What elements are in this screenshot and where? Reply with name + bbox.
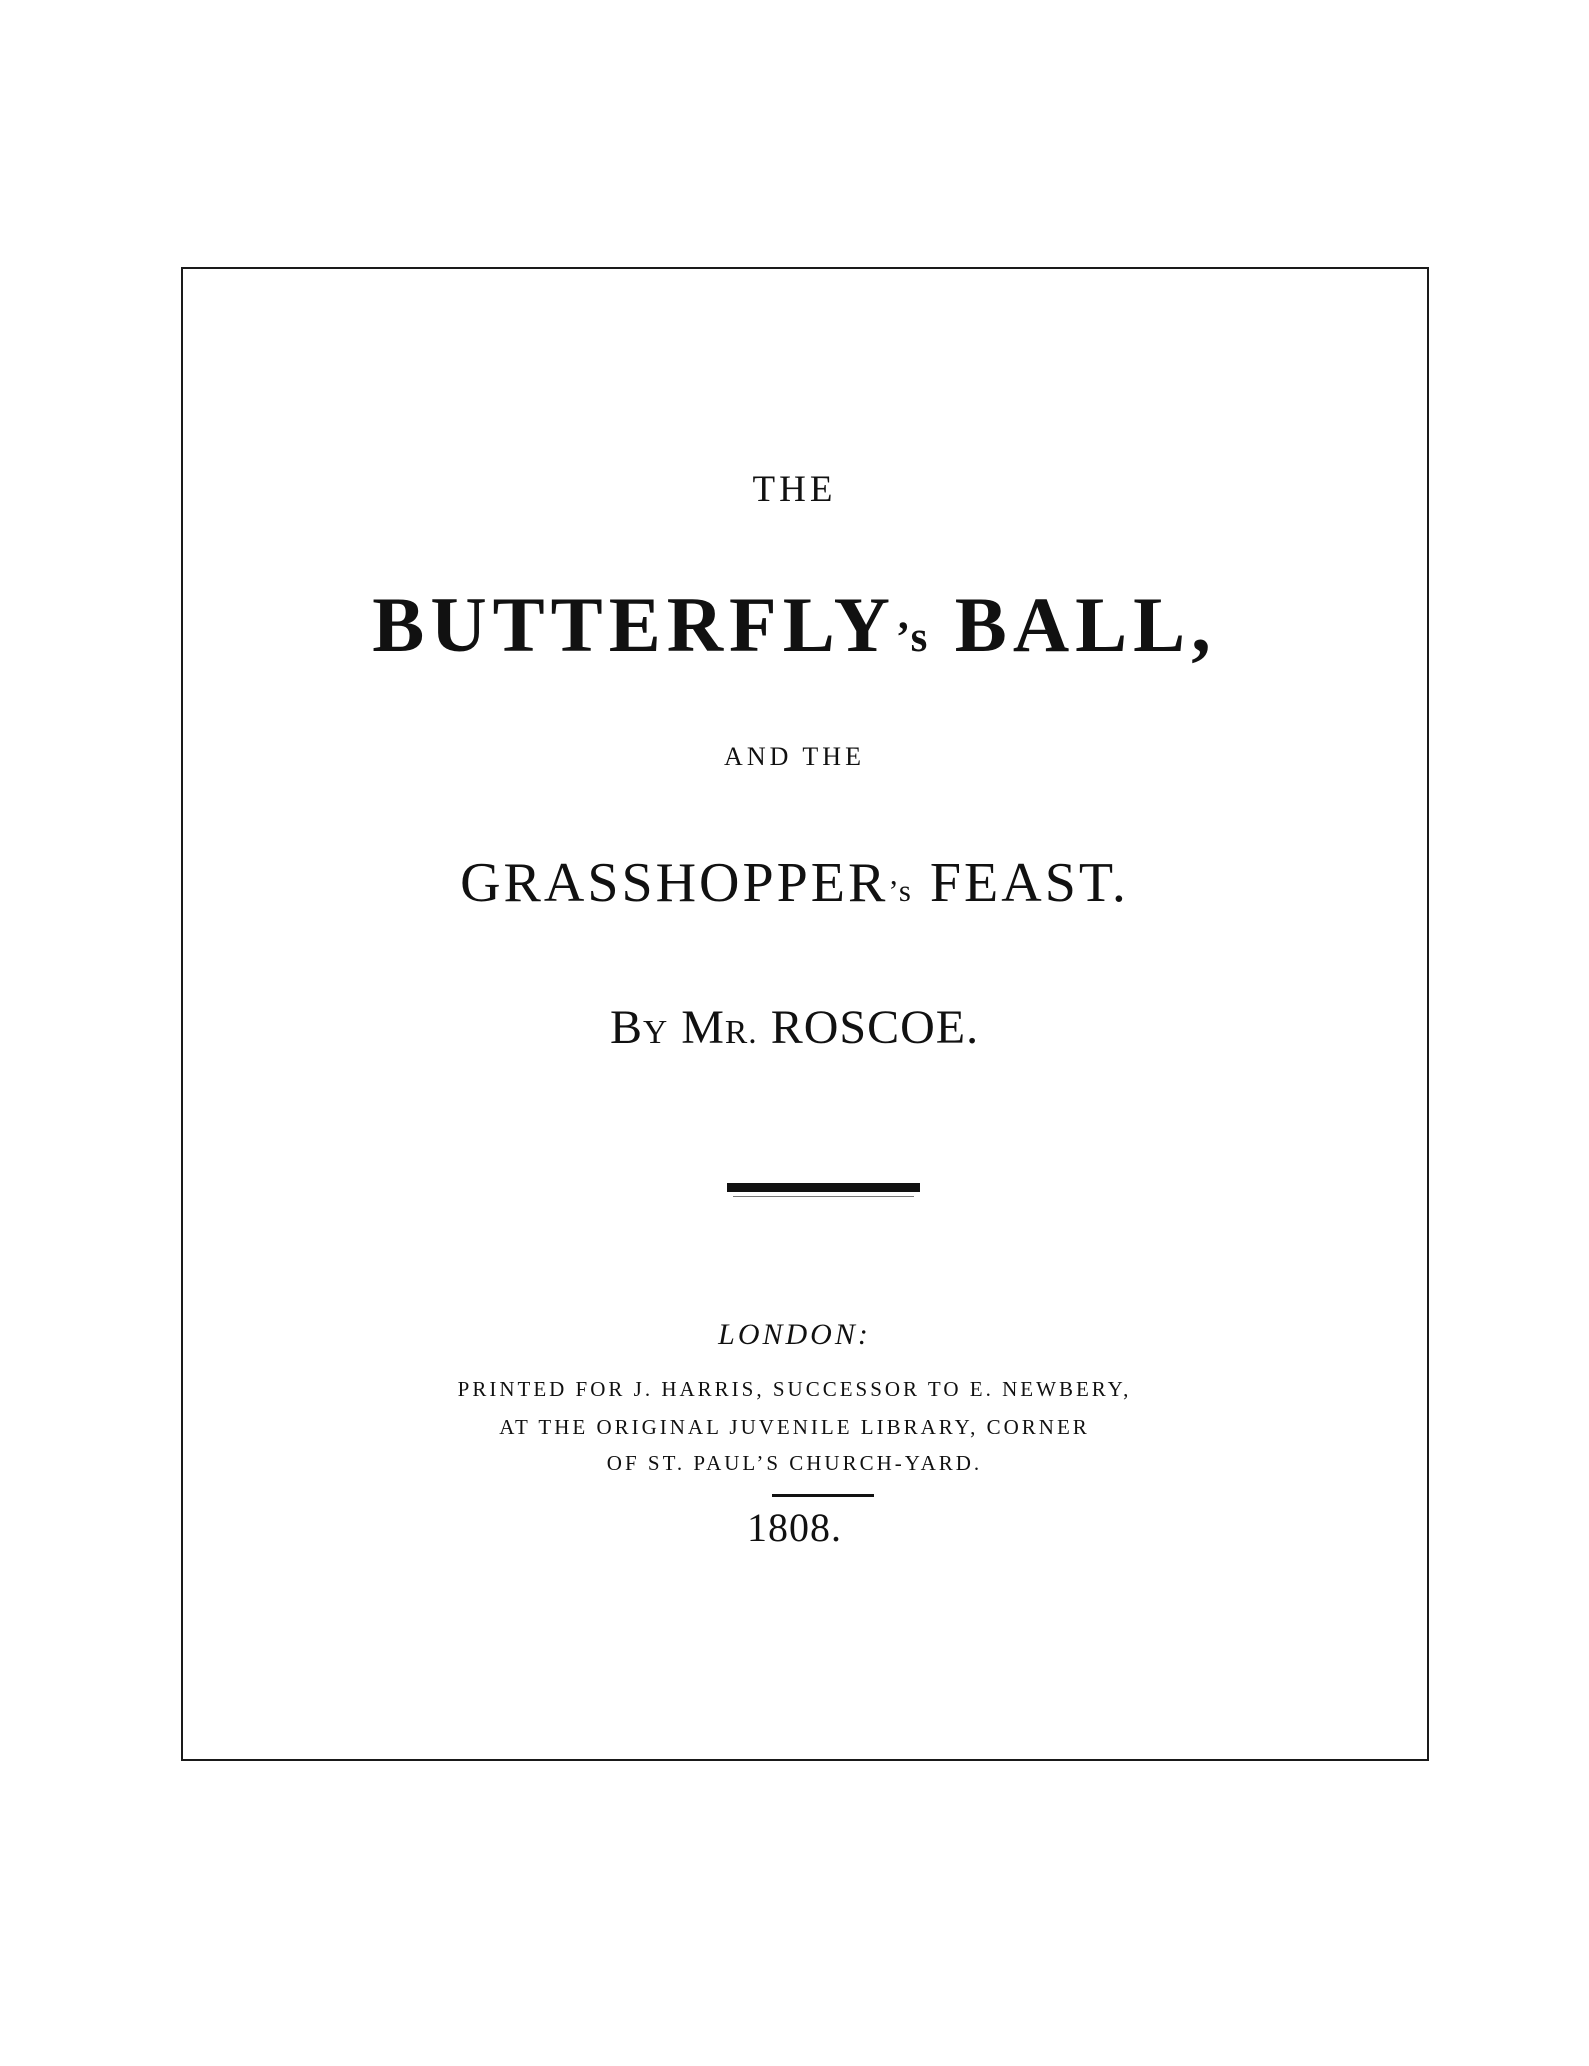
author-mr-rest: R.: [724, 1014, 758, 1051]
ornamental-rule: [727, 1183, 920, 1192]
sub-title-word: GRASSHOPPER: [460, 852, 889, 914]
sub-title-possessive: ’s: [888, 874, 913, 908]
author-mr-initial: M: [668, 1001, 725, 1054]
sub-title-feast: FEAST.: [912, 852, 1129, 914]
publication-place: LONDON:: [718, 1318, 871, 1351]
ornamental-rule-hairline: [733, 1196, 914, 1197]
author-name: ROSCOE.: [757, 1001, 980, 1054]
publication-year: 1808.: [747, 1505, 842, 1550]
main-title-possessive: ’s: [895, 614, 930, 661]
conjunction-line: AND THE: [724, 742, 865, 771]
year-rule: [772, 1494, 874, 1497]
author-line: [0, 1000, 1589, 1055]
author-by-rest: Y: [642, 1014, 669, 1051]
sub-title: [0, 851, 1589, 915]
imprint-line-3: OF ST. PAUL’S CHURCH-YARD.: [606, 1451, 983, 1475]
title-article: THE: [752, 469, 837, 510]
main-title-ball: BALL,: [929, 581, 1217, 668]
main-title-word: BUTTERFLY: [372, 581, 896, 668]
imprint-line-2: AT THE ORIGINAL JUVENILE LIBRARY, CORNER: [499, 1415, 1090, 1439]
author-by-initial: B: [609, 1001, 643, 1054]
imprint-line-1: PRINTED FOR J. HARRIS, SUCCESSOR TO E. NEWBERY,: [457, 1377, 1132, 1401]
main-title: [0, 580, 1589, 670]
